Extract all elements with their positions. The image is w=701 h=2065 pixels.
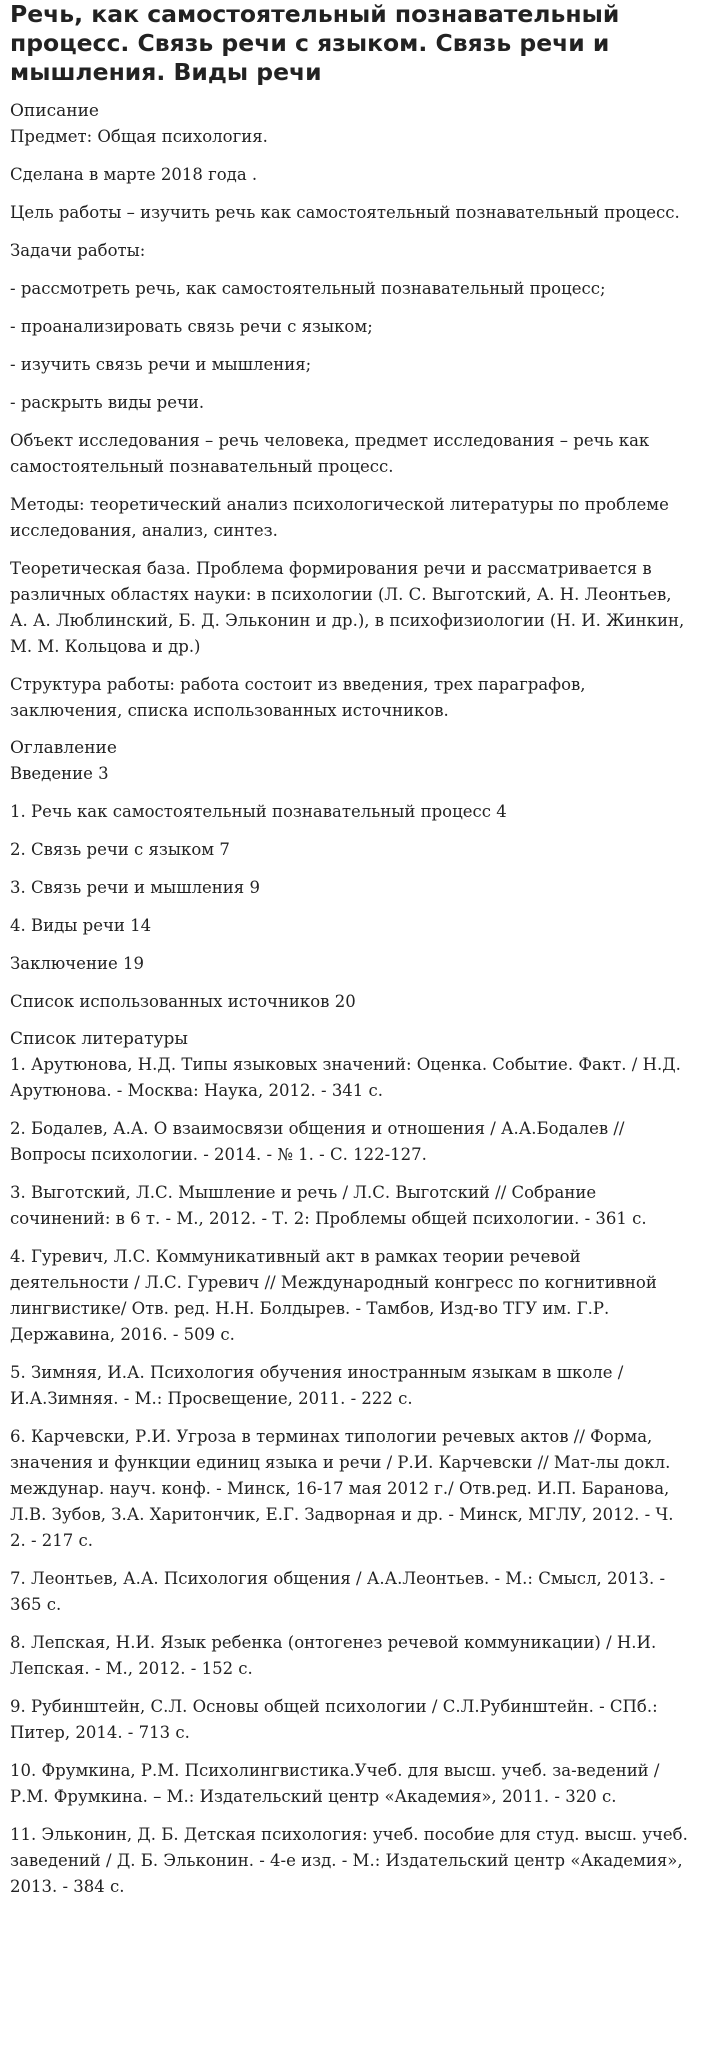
reference-item: 8. Лепская, Н.И. Язык ребенка (онтогенез речевой коммуникации) / Н.И. Лепская. - М., 2012. - 152 с. (10, 1633, 657, 1678)
task-item: - рассмотреть речь, как самостоятельный познавательный процесс; (10, 279, 606, 298)
toc-item: Заключение 19 (10, 954, 144, 973)
tasks-heading-paragraph: Задачи работы: (10, 241, 146, 260)
object-paragraph: Объект исследования – речь человека, предмет исследования – речь как самостоятельный познавательный процесс. (10, 431, 650, 476)
references-section (10, 1027, 691, 1900)
reference-item: 2. Бодалев, А.А. О взаимосвязи общения и отношения / А.А.Бодалев // Вопросы психологии. - 2014. - № 1. - С. 122-127. (10, 1119, 625, 1164)
goal-paragraph: Цель работы – изучить речь как самостоятельный познавательный процесс. (10, 203, 680, 222)
reference-item: 11. Эльконин, Д. Б. Детская психология: учеб. пособие для студ. высш. учеб. заведений / Д. Б. Эльконин. - 4-е изд. - М.: Издательский центр «Академия», 2013. - 384 с. (10, 1825, 688, 1896)
toc-item: Список использованных источников 20 (10, 992, 356, 1011)
methods-paragraph: Методы: теоретический анализ психологической литературы по проблеме исследования, анализ, синтез. (10, 495, 669, 540)
task-item: - проанализировать связь речи с языком; (10, 317, 373, 336)
task-item: - раскрыть виды речи. (10, 393, 205, 412)
reference-item: 4. Гуревич, Л.С. Коммуникативный акт в рамках теории речевой деятельности / Л.С. Гуревич // Международный конгресс по когнитивной лингвистике/ Отв. ред. Н.Н. Болдырев. - Тамбов, Изд-во ТГУ им. Г.Р. Державина, 2016. - 509 с. (10, 1247, 657, 1344)
description-heading: Описание (10, 101, 99, 121)
reference-item: 5. Зимняя, И.А. Психология обучения иностранным языкам в школе / И.А.Зимняя. - М.: Просвещение, 2011. - 222 с. (10, 1363, 624, 1408)
reference-item: 10. Фрумкина, Р.М. Психолингвистика.Учеб. для высш. учеб. за-ведений / Р.М. Фрумкина. – М.: Издательский центр «Академия», 2011. - 320 с. (10, 1761, 660, 1806)
toc-item: 2. Связь речи с языком 7 (10, 840, 230, 859)
page-title: Речь, как самостоятельный познавательный процесс. Связь речи с языком. Связь речи и мышления. Виды речи (10, 0, 620, 86)
date-paragraph: Сделана в марте 2018 года . (10, 165, 258, 184)
theory-paragraph: Теоретическая база. Проблема формирования речи и рассматривается в различных областях науки: в психологии (Л. С. Выготский, А. Н. Леонтьев, А. А. Люблинский, Б. Д. Эльконин и др.), в психофизиологии (Н. И. Жинкин, М. М. Кольцова и др.) (10, 559, 685, 656)
toc-item: 4. Виды речи 14 (10, 916, 152, 935)
reference-item: 6. Карчевски, Р.И. Угроза в терминах типологии речевых актов // Форма, значения и функции единиц языка и речи / Р.И. Карчевски // Мат-лы докл. междунар. науч. конф. - Минск, 16-17 мая 2012 г./ Отв.ред. И.П. Баранова, Л.В. Зубов, З.А. Харитончик, Е.Г. Задворная и др. - Минск, МГЛУ, 2012. - Ч. 2. - 217 с. (10, 1427, 674, 1550)
references-heading: Список литературы (10, 1029, 188, 1049)
subject-paragraph: Предмет: Общая психология. (10, 127, 268, 146)
reference-item: 9. Рубинштейн, С.Л. Основы общей психологии / С.Л.Рубинштейн. - СПб.: Питер, 2014. - 713 с. (10, 1697, 658, 1742)
toc-section (10, 736, 691, 1015)
reference-item: 7. Леонтьев, А.А. Психология общения / А.А.Леонтьев. - М.: Смысл, 2013. - 365 с. (10, 1569, 666, 1614)
reference-item: 3. Выготский, Л.С. Мышление и речь / Л.С. Выготский // Собрание сочинений: в 6 т. - М., 2012. - Т. 2: Проблемы общей психологии. - 361 с. (10, 1183, 647, 1228)
structure-paragraph: Структура работы: работа состоит из введения, трех параграфов, заключения, списка использованных источников. (10, 675, 586, 720)
task-item: - изучить связь речи и мышления; (10, 355, 312, 374)
description-section (10, 99, 691, 724)
toc-item: Введение 3 (10, 764, 109, 783)
toc-item: 3. Связь речи и мышления 9 (10, 878, 260, 897)
reference-item: 1. Арутюнова, Н.Д. Типы языковых значений: Оценка. Событие. Факт. / Н.Д. Арутюнова. - Москва: Наука, 2012. - 341 с. (10, 1055, 681, 1100)
toc-item: 1. Речь как самостоятельный познавательный процесс 4 (10, 802, 507, 821)
toc-heading: Оглавление (10, 738, 117, 758)
